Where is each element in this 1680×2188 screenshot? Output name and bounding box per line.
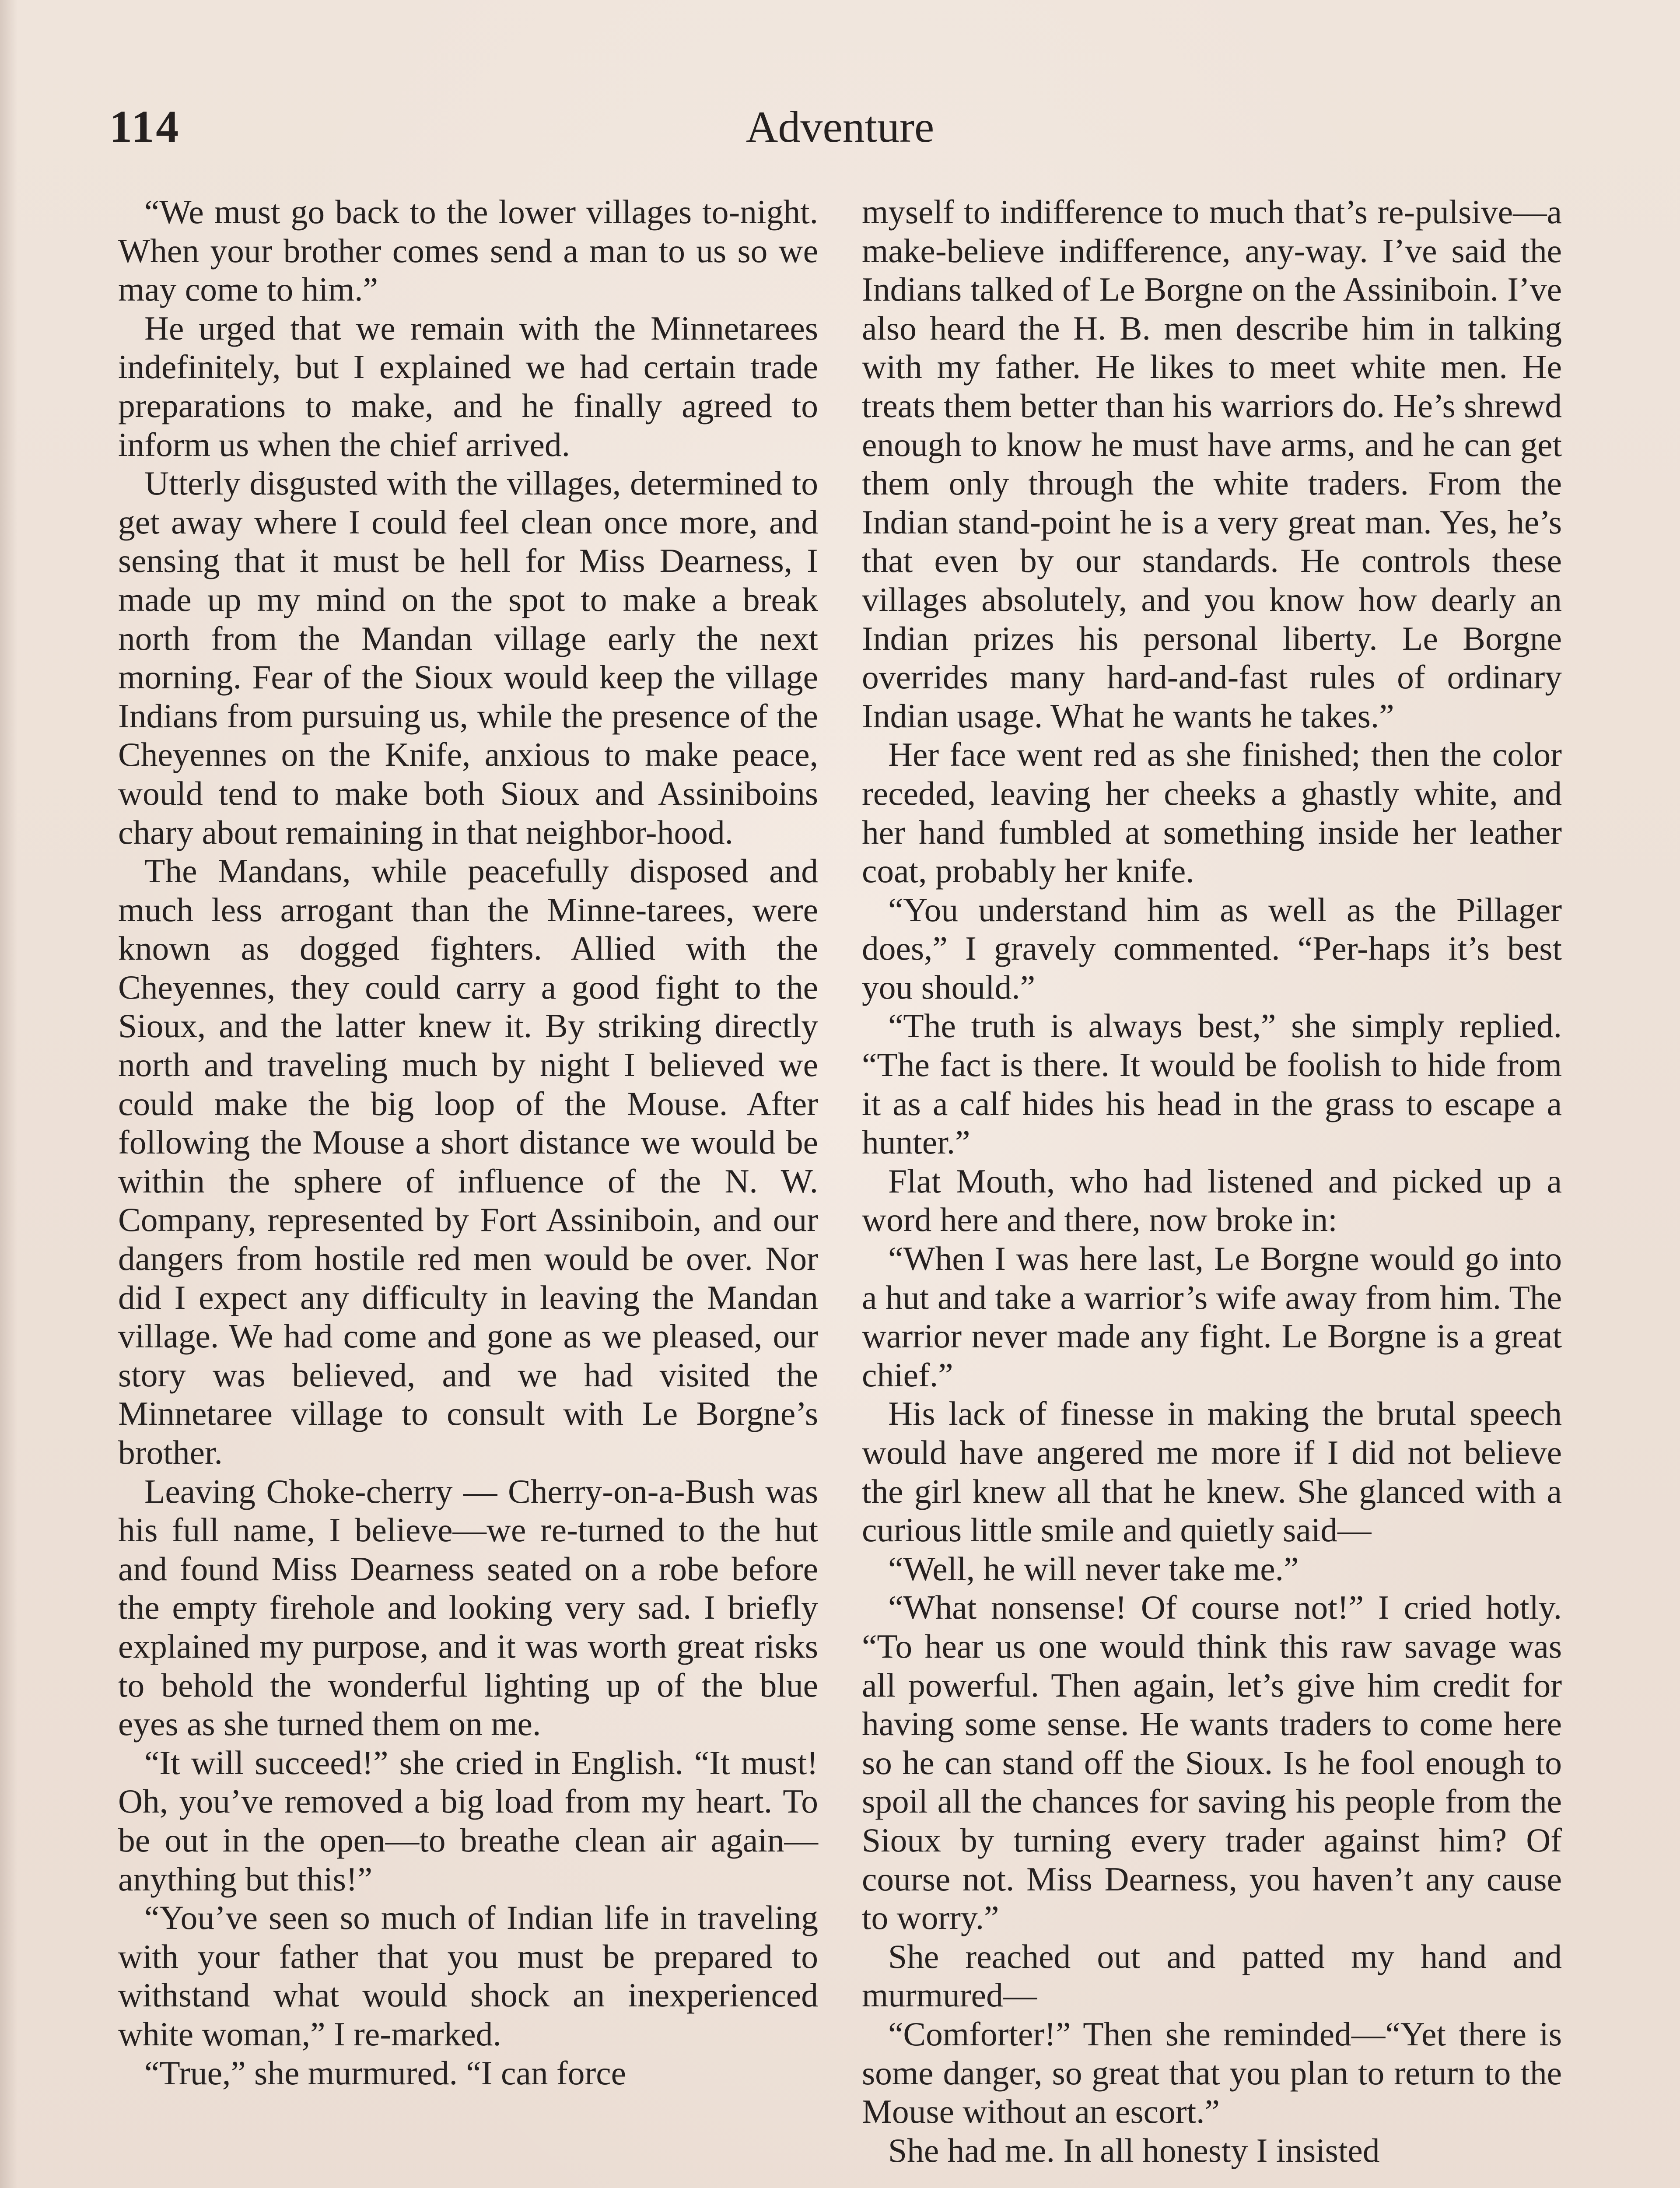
paragraph: “You understand him as well as the Pillager does,” I gravely commented. “Per-haps it’s best you should.” — [862, 891, 1562, 1006]
paragraph: Her face went red as she finished; then the color receded, leaving her cheeks a ghastly white, and her hand fumbled at something inside her leather coat, probably her knife. — [862, 736, 1562, 890]
paragraph: His lack of finesse in making the brutal speech would have angered me more if I did not believe the girl knew all that he knew. She glanced with a curious little smile and quietly said— — [862, 1395, 1562, 1549]
paragraph: “You’ve seen so much of Indian life in traveling with your father that you must be prepared to withstand what would shock an inexperienced white woman,” I re-marked. — [118, 1899, 818, 2053]
page-number: 114 — [109, 102, 181, 152]
paragraph: “Comforter!” Then she reminded—“Yet there is some danger, so great that you plan to return to the Mouse without an escort.” — [862, 2015, 1562, 2131]
paragraph: “It will succeed!” she cried in English. “It must! Oh, you’ve removed a big load from my heart. To be out in the open—to breathe clean air again—anything but this!” — [118, 1743, 818, 1898]
page-edge-shadow — [0, 0, 18, 2188]
paragraph: The Mandans, while peacefully disposed and much less arrogant than the Minne-tarees, were known as dogged fighters. Allied with the Cheyennes, they could carry a good fight to the Sioux, and the latter knew it. By striking directly north and traveling much by night I believed we could make the big loop of the Mouse. After following the Mouse a short distance we would be within the sphere of influence of the N. W. Company, represented by Fort Assiniboin, and our dangers from hostile red men would be over. Nor did I expect any difficulty in leaving the Mandan village. We had come and gone as we pleased, our story was believed, and we had visited the Minnetaree village to consult with Le Borgne’s brother. — [118, 852, 818, 1471]
paragraph: “True,” she murmured. “I can force — [144, 2054, 626, 2092]
paragraph: Leaving Choke-cherry — Cherry-on-a-Bush was his full name, I believe—we re-turned to the hut and found Miss Dearness seated on a robe before the empty firehole and looking very sad. I briefly explained my purpose, and it was worth great risks to behold the wonderful lighting up of the blue eyes as she turned them on me. — [118, 1472, 818, 1743]
paragraph: He urged that we remain with the Minnetarees indefinitely, but I explained we had certain trade preparations to make, and he finally agreed to inform us when the chief arrived. — [118, 309, 818, 463]
paragraph: myself to indifference to much that’s re-pulsive—a make-believe indifference, any-way. I’ve said the Indians talked of Le Borgne on the Assiniboin. I’ve also heard the H. B. men describe him in talking with my father. He likes to meet white men. He treats them better than his warriors do. He’s shrewd enough to know he must have arms, and he can get them only through the white traders. From the Indian stand-point he is a very great man. Yes, he’s that even by our standards. He controls these villages absolutely, and you know how dearly an Indian prizes his personal liberty. Le Borgne overrides many hard-and-fast rules of ordinary Indian usage. What he wants he takes.” — [862, 193, 1562, 735]
paragraph: She had me. In all honesty I insisted — [888, 2131, 1380, 2169]
paragraph: “We must go back to the lower villages to-night. When your brother comes send a man to us so we may come to him.” — [118, 193, 818, 309]
paragraph: “The truth is always best,” she simply replied. “The fact is there. It would be foolish to hide from it as a calf hides his head in the grass to escape a hunter.” — [862, 1007, 1562, 1161]
paragraph: Flat Mouth, who had listened and picked up a word here and there, now broke in: — [862, 1162, 1562, 1239]
paragraph: “What nonsense! Of course not!” I cried hotly. “To hear us one would think this raw savage was all powerful. Then again, let’s give him credit for having some sense. He wants traders to come here so he can stand off the Sioux. Is he fool enough to spoil all the chances for saving his people from the Sioux by turning every trader against him? Of course not. Miss Dearness, you haven’t any cause to worry.” — [862, 1588, 1562, 1937]
paragraph: “When I was here last, Le Borgne would go into a hut and take a warrior’s wife away from him. The warrior never made any fight. Le Borgne is a great chief.” — [862, 1240, 1562, 1394]
right-column — [862, 193, 1562, 2170]
paragraph: “Well, he will never take me.” — [888, 1550, 1299, 1588]
running-head-title: Adventure — [746, 102, 934, 152]
paragraph: Utterly disgusted with the villages, determined to get away where I could feel clean once more, and sensing that it must be hell for Miss Dearness, I made up my mind on the spot to make a break north from the Mandan village early the next morning. Fear of the Sioux would keep the village Indians from pursuing us, while the presence of the Cheyennes on the Knife, anxious to make peace, would tend to make both Sioux and Assiniboins chary about remaining in that neighbor-hood. — [118, 464, 818, 851]
left-column — [118, 193, 818, 2092]
paragraph: She reached out and patted my hand and murmured— — [862, 1937, 1562, 2014]
